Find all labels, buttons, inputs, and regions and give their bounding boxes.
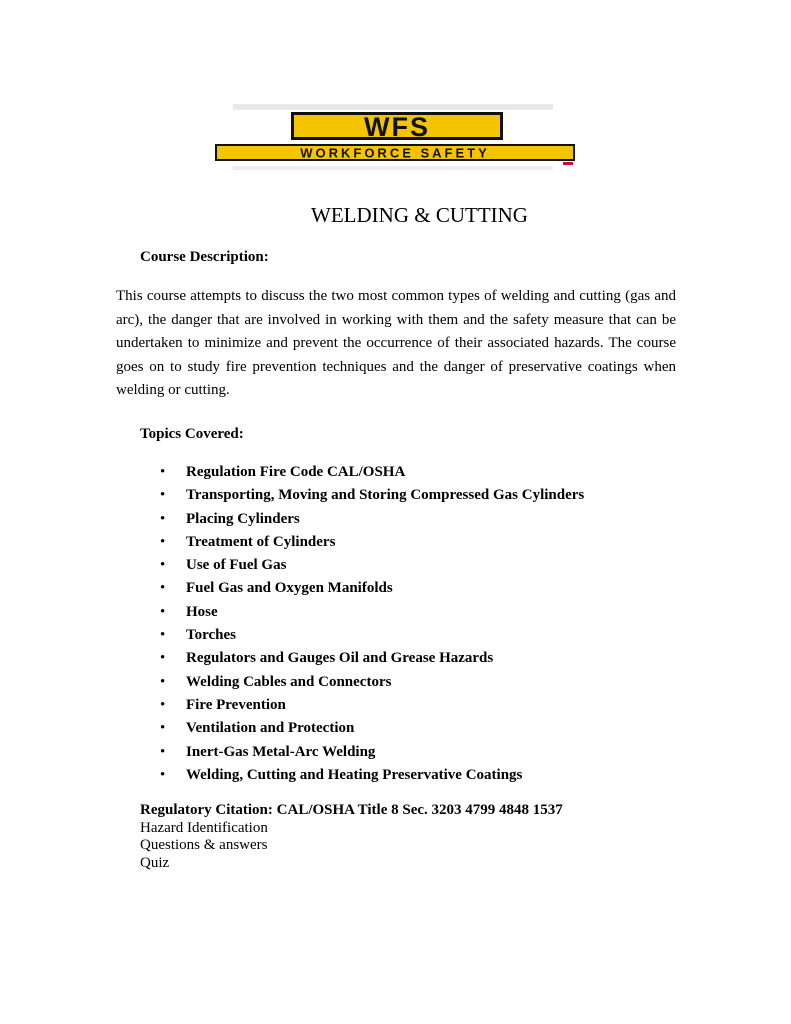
topic-label: Transporting, Moving and Storing Compressed Gas Cylinders: [186, 487, 585, 504]
list-item: [160, 554, 584, 577]
bullet: •: [160, 487, 166, 504]
list-item: [160, 461, 584, 484]
topic-label: Fire Prevention: [186, 696, 286, 713]
bullet: •: [160, 580, 166, 597]
list-item: [160, 508, 584, 531]
list-item: [160, 741, 584, 764]
topic-label: Placing Cylinders: [186, 510, 300, 527]
topic-label: Welding, Cutting and Heating Preservative Coatings: [186, 766, 523, 783]
bullet: •: [160, 557, 166, 574]
bullet: •: [160, 464, 166, 480]
bullet: •: [160, 627, 166, 644]
topics-list: [160, 461, 584, 787]
topic-label: Inert-Gas Metal-Arc Welding: [186, 743, 376, 760]
topic-label: Hose: [186, 603, 218, 620]
logo-accent: [563, 162, 573, 165]
logo-graphic: [213, 104, 583, 176]
topic-label: Use of Fuel Gas: [186, 557, 287, 574]
hazard-identification-line: Hazard Identification: [140, 819, 268, 836]
bullet: •: [160, 720, 166, 737]
topic-label: Welding Cables and Connectors: [186, 673, 392, 690]
bullet: •: [160, 673, 166, 690]
bullet: •: [160, 510, 166, 527]
topics-covered-heading: Topics Covered:: [140, 426, 244, 442]
topic-label: Treatment of Cylinders: [186, 533, 336, 550]
bullet: •: [160, 533, 166, 550]
list-item: [160, 624, 584, 647]
bullet: •: [160, 743, 166, 760]
bullet: •: [160, 603, 166, 620]
citation-block: [140, 802, 563, 872]
questions-answers-line: Questions & answers: [140, 837, 268, 853]
bullet: •: [160, 766, 166, 783]
list-item: [160, 601, 584, 624]
list-item: [160, 694, 584, 717]
list-item: [160, 484, 584, 507]
quiz-line: Quiz: [140, 854, 170, 871]
topic-label: Regulation Fire Code CAL/OSHA: [186, 464, 406, 480]
regulatory-citation: Regulatory Citation: CAL/OSHA Title 8 Sec. 3203 4799 4848 1537: [140, 802, 563, 818]
list-item: [160, 671, 584, 694]
list-item: [160, 577, 584, 600]
bullet: •: [160, 650, 166, 667]
topic-label: Regulators and Gauges Oil and Grease Hazards: [186, 650, 494, 667]
list-item: [160, 647, 584, 670]
topic-label: Torches: [186, 627, 237, 644]
course-description-text: This course attempts to discuss the two most common types of welding and cutting (gas and arc), the danger that are involved in working with them and the safety measure that can be undertaken to minimize and prevent the occurrence of their associated hazards. The course goes on to study fire prevention techniques and the danger of preservative coatings when welding or cutting.: [116, 288, 676, 399]
topic-label: Ventilation and Protection: [186, 720, 355, 737]
page-title: WELDING & CUTTING: [311, 203, 528, 227]
topic-label: Fuel Gas and Oxygen Manifolds: [186, 580, 393, 597]
bullet: •: [160, 696, 166, 713]
list-item: [160, 717, 584, 740]
workforce-safety-logo: [213, 104, 583, 176]
list-item: [160, 764, 584, 787]
list-item: [160, 531, 584, 554]
course-description-heading: Course Description:: [140, 249, 269, 265]
logo-monogram: WFS: [364, 112, 430, 142]
logo-wordmark: WORKFORCE SAFETY: [300, 145, 490, 161]
